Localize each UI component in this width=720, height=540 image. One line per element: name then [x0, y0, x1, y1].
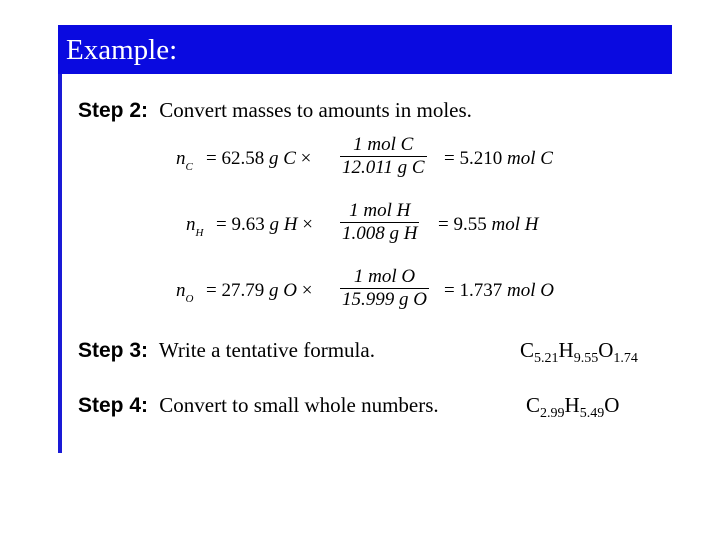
fraction-numerator: 1 mol O: [353, 266, 416, 287]
tentative-formula: $C_{5.21}H_{9.55}O_{1.74}$: [520, 338, 638, 366]
fraction-denominator: 1.008 g H: [342, 223, 418, 244]
left-accent-bar: [58, 25, 62, 453]
step-4-text: Convert to small whole numbers.: [159, 393, 439, 417]
step-4: [78, 393, 439, 418]
equation-mass: = 27.79 g O ×: [206, 280, 313, 301]
conversion-fraction: [340, 266, 429, 311]
equation-result: = 9.55 mol H: [438, 214, 539, 235]
slide-title: Example:: [66, 34, 178, 66]
step-2: [78, 98, 472, 123]
fraction-denominator: 15.999 g O: [342, 289, 427, 310]
whole-number-formula: $C_{2.99}H_{5.49}O$: [526, 393, 620, 421]
conversion-fraction: [340, 200, 419, 245]
equation-variable: $n_H$: [186, 214, 204, 239]
equation-mass: = 9.63 g H ×: [216, 214, 313, 235]
equation-mass: = 62.58 g C ×: [206, 148, 312, 169]
equation-result: = 1.737 mol O: [444, 280, 554, 301]
conversion-fraction: [340, 134, 427, 179]
equation-result: = 5.210 mol C: [444, 148, 553, 169]
step-3-label: Step 3:: [78, 339, 149, 362]
fraction-numerator: 1 mol C: [353, 134, 414, 155]
step-4-label: Step 4:: [78, 394, 149, 417]
fraction-denominator: 12.011 g C: [342, 157, 425, 178]
title-bar: [58, 25, 672, 74]
step-2-text: Convert masses to amounts in moles.: [159, 98, 472, 122]
step-3-text: Write a tentative formula.: [158, 338, 375, 362]
fraction-numerator: 1 mol H: [349, 200, 411, 221]
step-2-label: Step 2:: [78, 99, 149, 122]
step-3: [78, 338, 375, 363]
equation-variable: $n_O$: [176, 280, 194, 305]
equation-variable: $n_C$: [176, 148, 193, 173]
